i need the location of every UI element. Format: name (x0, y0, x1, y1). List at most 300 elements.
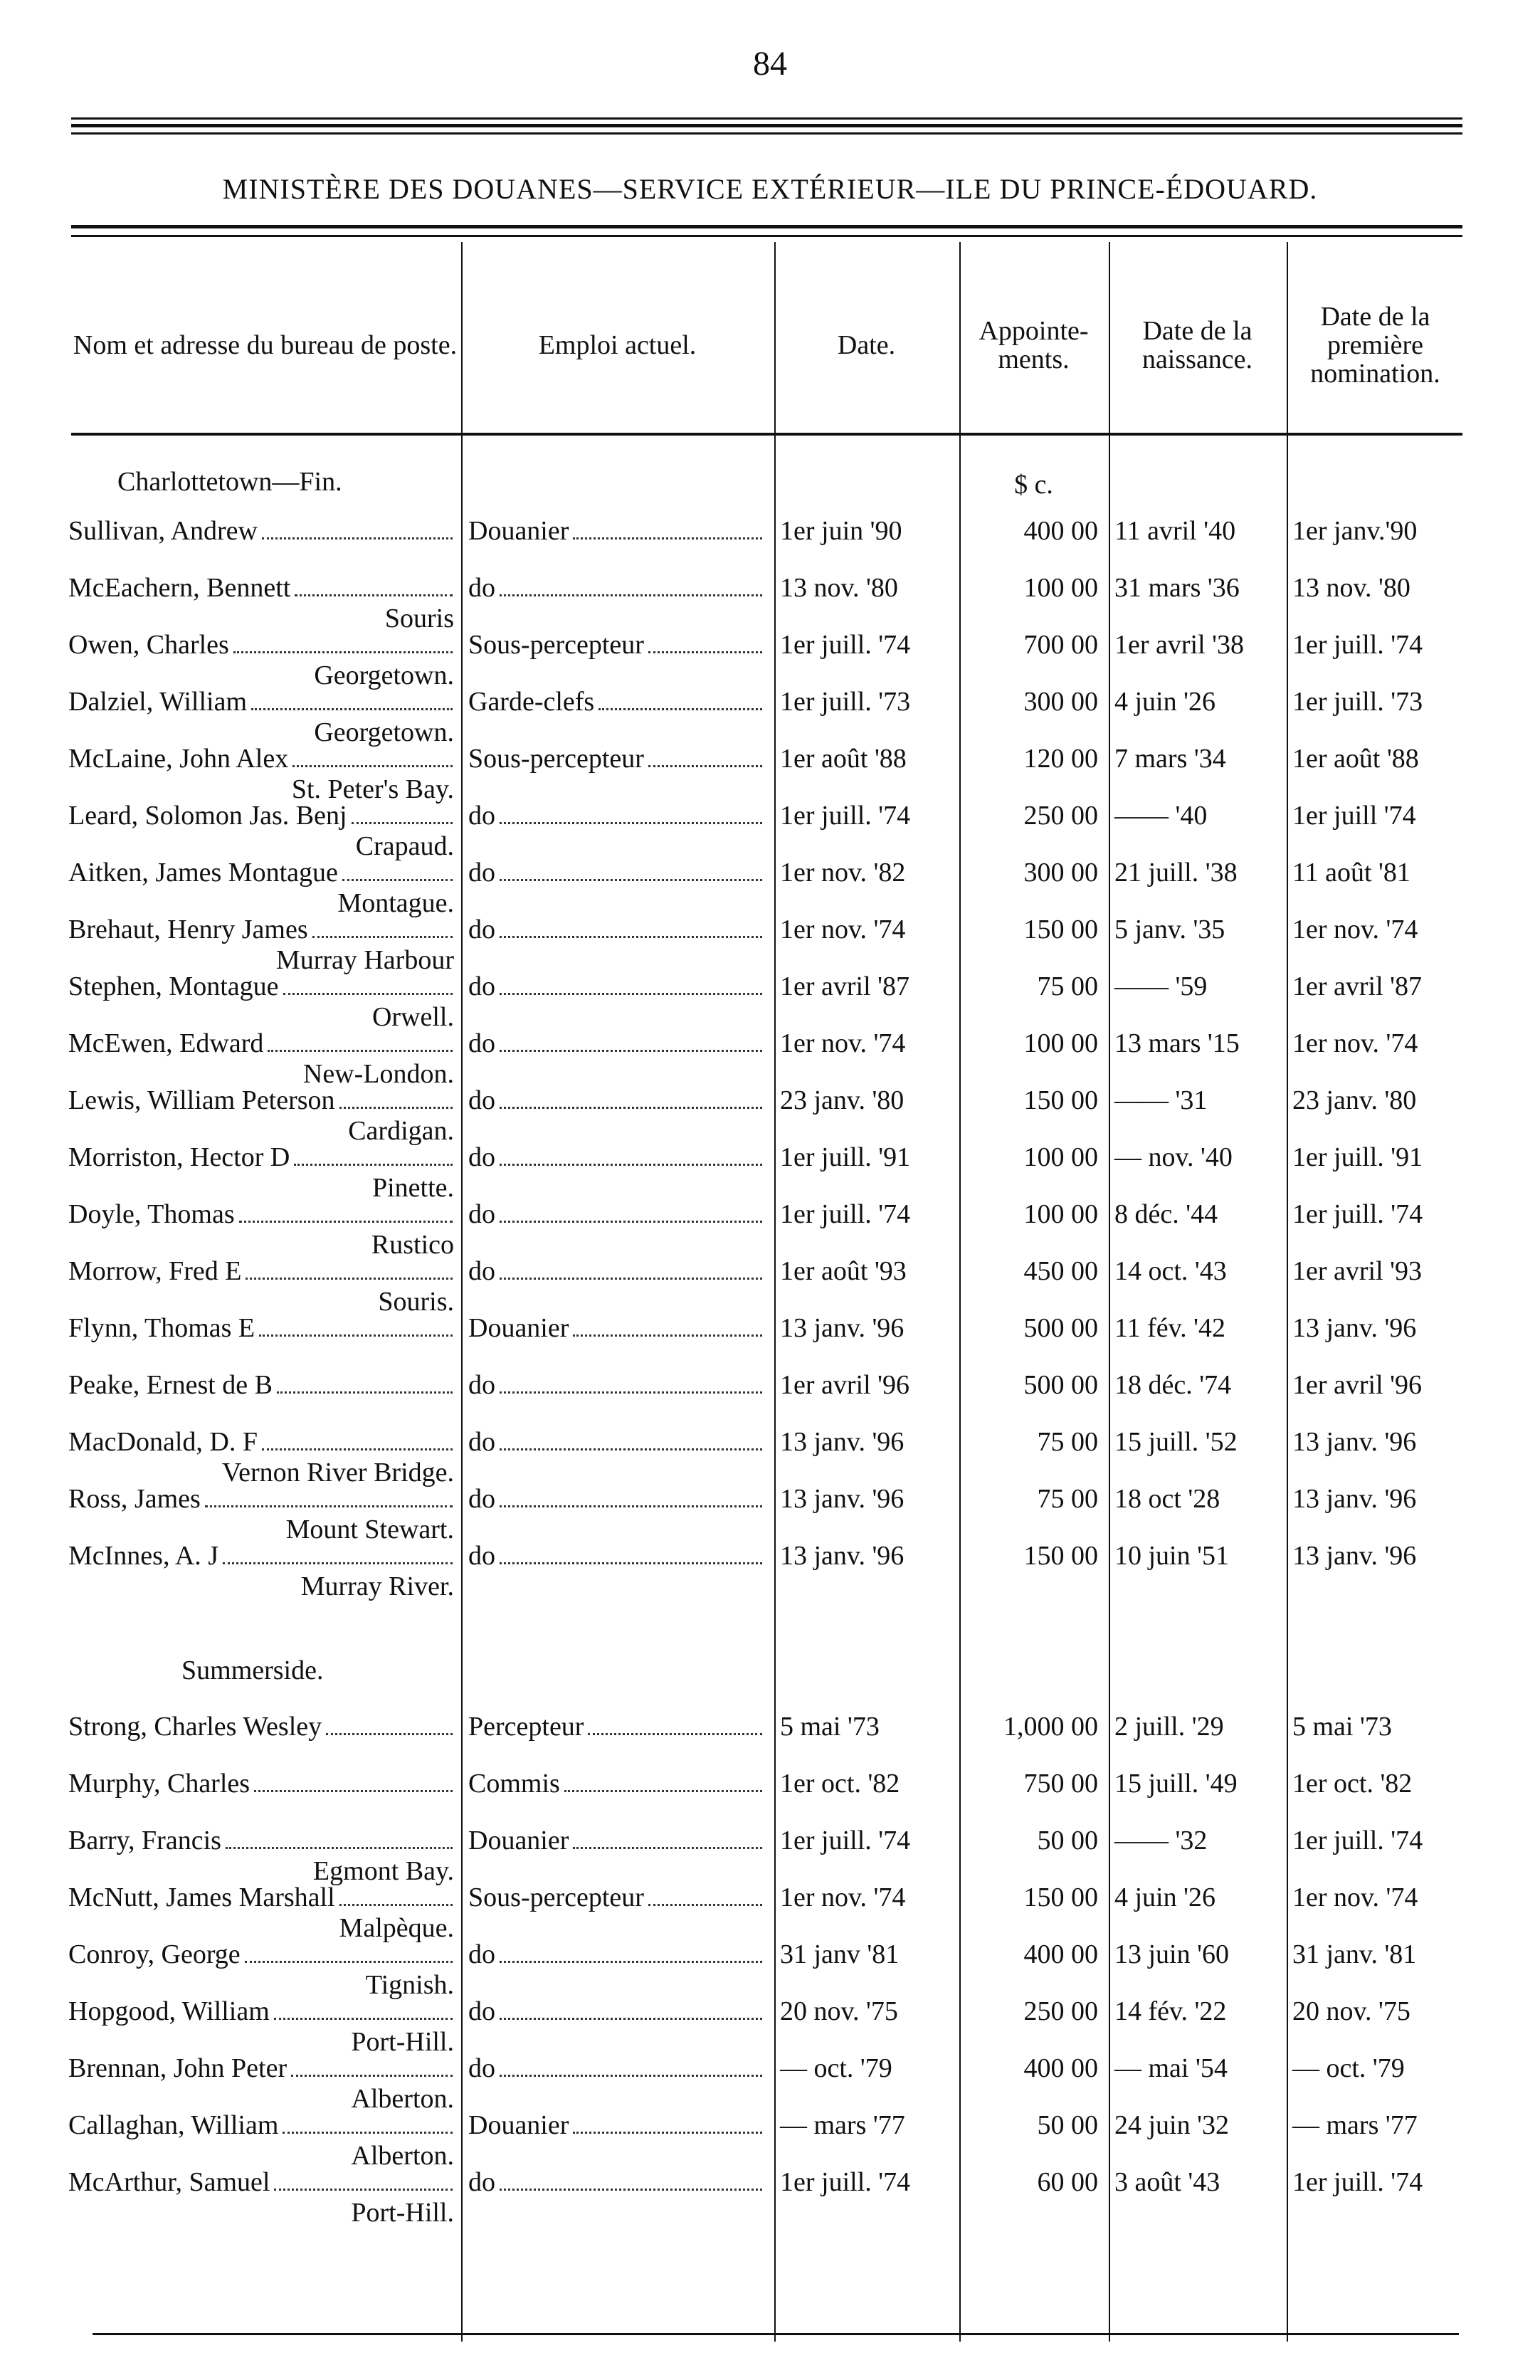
dot-leader (268, 1050, 453, 1052)
salary: 150 00 (1023, 915, 1098, 944)
birth-date: 4 juin '26 (1114, 1883, 1215, 1912)
dot-leader (205, 1505, 453, 1507)
header-first: Date de la première nomination. (1310, 302, 1440, 389)
employee-name: Peake, Ernest de B (68, 1370, 273, 1400)
employment-cell (463, 1085, 772, 1116)
employment-cell (463, 1939, 772, 1970)
dot-leader (648, 1904, 762, 1906)
appointment-date: 1er avril '87 (780, 972, 910, 1001)
first-appointment-date: 31 janv. '81 (1292, 1939, 1417, 1969)
salary: 150 00 (1023, 1085, 1098, 1115)
salary: 250 00 (1023, 801, 1098, 831)
appointment-date: 1er nov. '74 (780, 1028, 906, 1058)
currency-unit: $ c. (1014, 470, 1053, 500)
dot-leader (500, 2075, 762, 2077)
post-office: Georgetown. (314, 660, 454, 690)
birth-date: 3 août '43 (1114, 2167, 1220, 2197)
employee-name: Dalziel, William (68, 687, 248, 717)
employee-cell (68, 1256, 457, 1317)
salary: 50 00 (1037, 1826, 1098, 1855)
post-office: Alberton. (351, 2084, 454, 2114)
header-job: Emploi actuel. (538, 330, 697, 360)
employment-title: Sous-percepteur (468, 630, 644, 660)
salary: 150 00 (1023, 1883, 1098, 1912)
employee-name: Brehaut, Henry James (68, 915, 308, 944)
header-date: Date. (837, 330, 896, 360)
employment-title: do (468, 1996, 495, 2026)
first-appointment-date: 13 nov. '80 (1292, 573, 1410, 603)
birth-date: 11 avril '40 (1114, 516, 1236, 546)
first-appointment-date: 1er juill. '74 (1292, 1199, 1423, 1229)
first-appointment-date: 1er juill. '74 (1292, 2167, 1423, 2197)
employment-cell (463, 2110, 772, 2141)
employment-cell (463, 744, 772, 774)
first-appointment-date: 13 janv. '96 (1292, 1313, 1417, 1343)
employee-name: Lewis, William Peterson (68, 1085, 335, 1115)
birth-date: —— '59 (1114, 972, 1208, 1001)
salary: 250 00 (1023, 1996, 1098, 2026)
salary: 300 00 (1023, 858, 1098, 888)
dot-leader (500, 1391, 762, 1394)
first-appointment-date: 13 janv. '96 (1292, 1484, 1417, 1514)
employee-name: Aitken, James Montague (68, 858, 338, 888)
appointment-date: 13 janv. '96 (780, 1484, 905, 1514)
employee-cell (68, 687, 457, 747)
employee-name: Stephen, Montague (68, 972, 279, 1001)
birth-date: 15 juill. '49 (1114, 1769, 1238, 1799)
employment-title: Garde-clefs (468, 687, 595, 717)
employee-cell (68, 1541, 457, 1601)
first-appointment-date: — oct. '79 (1292, 2053, 1405, 2083)
employee-cell (68, 1484, 457, 1544)
salary: 700 00 (1023, 630, 1098, 660)
first-appointment-date: 1er avril '93 (1292, 1256, 1423, 1286)
dot-leader (239, 1221, 453, 1223)
employee-name: McArthur, Samuel (68, 2167, 270, 2197)
employee-cell (68, 573, 457, 633)
employment-cell (463, 1541, 772, 1571)
dot-leader (500, 879, 762, 881)
employment-cell (463, 1484, 772, 1515)
employee-name: Ross, James (68, 1484, 201, 1514)
employment-title: Douanier (468, 2110, 569, 2140)
dot-leader (245, 1961, 453, 1963)
employee-name: Murphy, Charles (68, 1769, 250, 1799)
employment-cell (463, 1142, 772, 1173)
employee-cell (68, 915, 457, 975)
dot-leader (573, 2132, 762, 2134)
employment-title: do (468, 915, 495, 944)
employment-cell (463, 1712, 772, 1742)
dot-leader (500, 2189, 762, 2191)
employee-cell (68, 858, 457, 918)
appointment-date: 13 janv. '96 (780, 1313, 905, 1343)
employment-cell (463, 1769, 772, 1799)
employee-cell (68, 1028, 457, 1089)
employment-title: Douanier (468, 1313, 569, 1343)
dot-leader (500, 822, 762, 824)
first-appointment-date: 1er juill '74 (1292, 801, 1416, 831)
birth-date: 18 déc. '74 (1114, 1370, 1232, 1400)
dot-leader (500, 594, 762, 596)
column-divider (1287, 242, 1288, 2342)
salary: 75 00 (1037, 972, 1098, 1001)
birth-date: 11 fév. '42 (1114, 1313, 1225, 1343)
employment-title: do (468, 1939, 495, 1969)
employment-title: do (468, 1028, 495, 1058)
post-office: Tignish. (365, 1970, 454, 2000)
document-title: MINISTÈRE DES DOUANES—SERVICE EXTÉRIEUR—ILE DU PRINCE-ÉDOUARD. (222, 173, 1318, 205)
employment-title: Douanier (468, 516, 569, 546)
post-office: Rustico (371, 1230, 454, 1260)
employment-title: do (468, 1199, 495, 1229)
dot-leader (648, 651, 762, 653)
salary: 100 00 (1023, 1142, 1098, 1172)
post-office: Murray River. (300, 1571, 454, 1601)
employee-cell (68, 1769, 457, 1799)
employee-name: Morrow, Fred E (68, 1256, 242, 1286)
dot-leader (564, 1790, 762, 1792)
dot-leader (500, 1050, 762, 1052)
employee-cell (68, 1370, 457, 1401)
employee-name: Leard, Solomon Jas. Benj (68, 801, 347, 831)
first-appointment-date: 13 janv. '96 (1292, 1427, 1417, 1457)
appointment-date: 1er oct. '82 (780, 1769, 900, 1799)
post-office: Georgetown. (314, 717, 454, 747)
employee-name: Barry, Francis (68, 1826, 221, 1855)
employee-name: Callaghan, William (68, 2110, 279, 2140)
employee-cell (68, 1712, 457, 1742)
birth-date: —— '31 (1114, 1085, 1208, 1115)
dot-leader (295, 594, 453, 596)
dot-leader (312, 936, 453, 938)
birth-date: 5 janv. '35 (1114, 915, 1225, 944)
employment-title: do (468, 573, 495, 603)
birth-date: 13 mars '15 (1114, 1028, 1240, 1058)
employee-cell (68, 1996, 457, 2057)
appointment-date: 1er août '93 (780, 1256, 907, 1286)
post-office: Orwell. (371, 1002, 454, 1032)
dot-leader (500, 1505, 762, 1507)
appointment-date: 13 nov. '80 (780, 573, 898, 603)
dot-leader (262, 1448, 453, 1450)
employee-name: McEwen, Edward (68, 1028, 264, 1058)
dot-leader (339, 1904, 453, 1906)
appointment-date: 1er juill. '73 (780, 687, 911, 717)
title-rule-2 (71, 235, 1462, 237)
employment-title: do (468, 1256, 495, 1286)
dot-leader (246, 1278, 453, 1280)
salary: 60 00 (1037, 2167, 1098, 2197)
salary: 75 00 (1037, 1427, 1098, 1457)
employee-name: Morriston, Hector D (68, 1142, 290, 1172)
dot-leader (326, 1733, 453, 1735)
post-office: Murray Harbour (275, 945, 454, 975)
post-office: Pinette. (371, 1173, 454, 1203)
employment-cell (463, 1256, 772, 1287)
employee-cell (68, 1142, 457, 1203)
birth-date: — nov. '40 (1114, 1142, 1233, 1172)
birth-date: 4 juin '26 (1114, 687, 1215, 717)
employee-cell (68, 801, 457, 861)
employment-title: do (468, 858, 495, 888)
header-birth: Date de la naissance. (1141, 316, 1253, 374)
employee-name: Owen, Charles (68, 630, 229, 660)
first-appointment-date: 1er nov. '74 (1292, 1883, 1418, 1912)
employee-name: Sullivan, Andrew (68, 516, 258, 546)
appointment-date: 1er juill. '74 (780, 1826, 911, 1855)
appointment-date: 1er juin '90 (780, 516, 902, 546)
birth-date: — mai '54 (1114, 2053, 1228, 2083)
birth-date: 24 juin '32 (1114, 2110, 1229, 2140)
appointment-date: 1er juill. '74 (780, 801, 911, 831)
employment-title: do (468, 972, 495, 1001)
appointment-date: 5 mai '73 (780, 1712, 880, 1742)
employment-title: do (468, 1370, 495, 1400)
column-divider (774, 242, 776, 2342)
employment-cell (463, 1313, 772, 1344)
employee-name: McNutt, James Marshall (68, 1883, 335, 1912)
page-number: 84 (753, 45, 787, 83)
salary: 300 00 (1023, 687, 1098, 717)
dot-leader (259, 1334, 453, 1337)
employee-name: McInnes, A. J (68, 1541, 219, 1571)
employee-cell (68, 1826, 457, 1886)
first-appointment-date: 1er avril '96 (1292, 1370, 1423, 1400)
post-office: Montague. (337, 888, 454, 918)
employee-name: Strong, Charles Wesley (68, 1712, 322, 1742)
employee-cell (68, 972, 457, 1032)
post-office: Souris. (378, 1287, 454, 1317)
employment-title: do (468, 1142, 495, 1172)
appointment-date: 1er juill. '74 (780, 630, 911, 660)
dot-leader (500, 936, 762, 938)
top-rule-2 (71, 124, 1462, 127)
employment-title: do (468, 2053, 495, 2083)
appointment-date: 1er août '88 (780, 744, 907, 774)
post-office: Mount Stewart. (285, 1515, 454, 1544)
birth-date: 14 fév. '22 (1114, 1996, 1227, 2026)
dot-leader (500, 1961, 762, 1963)
salary: 500 00 (1023, 1313, 1098, 1343)
salary: 400 00 (1023, 1939, 1098, 1969)
dot-leader (500, 1107, 762, 1109)
dot-leader (262, 537, 453, 539)
employment-cell (463, 1996, 772, 2027)
employee-cell (68, 1427, 457, 1488)
appointment-date: 13 janv. '96 (780, 1541, 905, 1571)
birth-date: 15 juill. '52 (1114, 1427, 1238, 1457)
first-appointment-date: 11 août '81 (1292, 858, 1410, 888)
employment-title: do (468, 1541, 495, 1571)
employment-cell (463, 687, 772, 717)
salary: 1,000 00 (1003, 1712, 1098, 1742)
first-appointment-date: 1er nov. '74 (1292, 1028, 1418, 1058)
birth-date: 10 juin '51 (1114, 1541, 1229, 1571)
employee-name: Conroy, George (68, 1939, 241, 1969)
employee-name: Hopgood, William (68, 1996, 270, 2026)
bottom-rule (93, 2333, 1459, 2335)
employment-cell (463, 915, 772, 945)
employment-cell (463, 630, 772, 660)
dot-leader (648, 765, 762, 767)
appointment-date: 1er avril '96 (780, 1370, 910, 1400)
dot-leader (292, 765, 453, 767)
birth-date: 21 juill. '38 (1114, 858, 1238, 888)
salary: 120 00 (1023, 744, 1098, 774)
salary: 400 00 (1023, 2053, 1098, 2083)
post-office: Port-Hill. (351, 2027, 454, 2057)
post-office: Alberton. (351, 2141, 454, 2171)
salary: 750 00 (1023, 1769, 1098, 1799)
employment-cell (463, 1370, 772, 1401)
birth-date: 1er avril '38 (1114, 630, 1245, 660)
appointment-date: 1er juill. '91 (780, 1142, 911, 1172)
first-appointment-date: 5 mai '73 (1292, 1712, 1392, 1742)
employment-title: do (468, 801, 495, 831)
header-name: Nom et adresse du bureau de poste. (73, 330, 458, 360)
dot-leader (274, 2189, 453, 2191)
salary: 450 00 (1023, 1256, 1098, 1286)
dot-leader (233, 651, 453, 653)
post-office: New-London. (302, 1059, 454, 1089)
dot-leader (500, 2018, 762, 2020)
salary: 100 00 (1023, 1199, 1098, 1229)
first-appointment-date: 1er juill. '74 (1292, 1826, 1423, 1855)
birth-date: 13 juin '60 (1114, 1939, 1229, 1969)
first-appointment-date: 1er juill. '73 (1292, 687, 1423, 717)
employee-cell (68, 2053, 457, 2114)
dot-leader (573, 1847, 762, 1849)
dot-leader (573, 537, 762, 539)
post-office: Egmont Bay. (312, 1856, 454, 1886)
dot-leader (500, 1278, 762, 1280)
employment-cell (463, 972, 772, 1002)
birth-date: 8 déc. '44 (1114, 1199, 1218, 1229)
employment-cell (463, 573, 772, 604)
salary: 50 00 (1037, 2110, 1098, 2140)
appointment-date: — oct. '79 (780, 2053, 892, 2083)
employment-cell (463, 516, 772, 547)
salary: 100 00 (1023, 573, 1098, 603)
employee-cell (68, 630, 457, 690)
appointment-date: 20 nov. '75 (780, 1996, 898, 2026)
employee-cell (68, 1085, 457, 1146)
employment-cell (463, 1028, 772, 1059)
employee-name: McLaine, John Alex (68, 744, 289, 774)
dot-leader (500, 1448, 762, 1450)
employment-title: Commis (468, 1769, 560, 1799)
birth-date: 2 juill. '29 (1114, 1712, 1224, 1742)
employment-cell (463, 1199, 772, 1230)
dot-leader (598, 708, 762, 710)
appointment-date: 31 janv '81 (780, 1939, 900, 1969)
salary: 75 00 (1037, 1484, 1098, 1514)
salary: 400 00 (1023, 516, 1098, 546)
section-heading: Charlottetown—Fin. (117, 467, 342, 497)
employment-cell (463, 2167, 772, 2198)
dot-leader (500, 1562, 762, 1564)
top-rule-3 (71, 132, 1462, 135)
dot-leader (573, 1334, 762, 1337)
employee-cell (68, 2110, 457, 2171)
employment-title: Sous-percepteur (468, 1883, 644, 1912)
first-appointment-date: 1er oct. '82 (1292, 1769, 1413, 1799)
employee-name: MacDonald, D. F (68, 1427, 258, 1457)
column-divider (959, 242, 961, 2342)
dot-leader (251, 708, 453, 710)
first-appointment-date: 20 nov. '75 (1292, 1996, 1410, 2026)
employment-title: do (468, 1484, 495, 1514)
employment-title: do (468, 1085, 495, 1115)
header-rule (71, 433, 1462, 436)
employment-title: do (468, 1427, 495, 1457)
dot-leader (342, 879, 453, 881)
employment-title: Sous-percepteur (468, 744, 644, 774)
first-appointment-date: 1er janv.'90 (1292, 516, 1418, 546)
employee-name: Brennan, John Peter (68, 2053, 288, 2083)
employee-cell (68, 516, 457, 547)
post-office: Crapaud. (355, 831, 454, 861)
dot-leader (352, 822, 453, 824)
dot-leader (274, 2018, 453, 2020)
employment-title: Douanier (468, 1826, 569, 1855)
employee-name: Doyle, Thomas (68, 1199, 235, 1229)
employee-cell (68, 2167, 457, 2228)
employment-cell (463, 1883, 772, 1913)
birth-date: —— '40 (1114, 801, 1208, 831)
employment-title: do (468, 2167, 495, 2197)
first-appointment-date: 1er juill. '74 (1292, 630, 1423, 660)
post-office: Port-Hill. (351, 2198, 454, 2228)
section-heading: Summerside. (181, 1655, 324, 1685)
dot-leader (277, 1391, 453, 1394)
birth-date: 14 oct. '43 (1114, 1256, 1227, 1286)
post-office: Souris (384, 604, 454, 633)
appointment-date: — mars '77 (780, 2110, 905, 2140)
salary: 100 00 (1023, 1028, 1098, 1058)
dot-leader (254, 1790, 453, 1792)
appointment-date: 13 janv. '96 (780, 1427, 905, 1457)
employment-cell (463, 858, 772, 888)
first-appointment-date: 23 janv. '80 (1292, 1085, 1417, 1115)
appointment-date: 1er juill. '74 (780, 1199, 911, 1229)
post-office: St. Peter's Bay. (291, 774, 454, 804)
first-appointment-date: 1er août '88 (1292, 744, 1419, 774)
employment-cell (463, 1427, 772, 1458)
dot-leader (500, 1221, 762, 1223)
dot-leader (339, 1107, 453, 1109)
header-pay: Appointe-ments. (979, 316, 1089, 374)
appointment-date: 1er juill. '74 (780, 2167, 911, 2197)
birth-date: 31 mars '36 (1114, 573, 1240, 603)
dot-leader (294, 1164, 453, 1166)
first-appointment-date: 13 janv. '96 (1292, 1541, 1417, 1571)
dot-leader (223, 1562, 453, 1564)
employee-cell (68, 1883, 457, 1943)
birth-date: —— '32 (1114, 1826, 1208, 1855)
birth-date: 18 oct '28 (1114, 1484, 1220, 1514)
employee-cell (68, 1939, 457, 2000)
appointment-date: 23 janv. '80 (780, 1085, 905, 1115)
salary: 500 00 (1023, 1370, 1098, 1400)
first-appointment-date: — mars '77 (1292, 2110, 1418, 2140)
employee-name: Flynn, Thomas E (68, 1313, 255, 1343)
dot-leader (226, 1847, 453, 1849)
post-office: Cardigan. (348, 1116, 454, 1146)
first-appointment-date: 1er juill. '91 (1292, 1142, 1423, 1172)
post-office: Vernon River Bridge. (221, 1458, 454, 1488)
